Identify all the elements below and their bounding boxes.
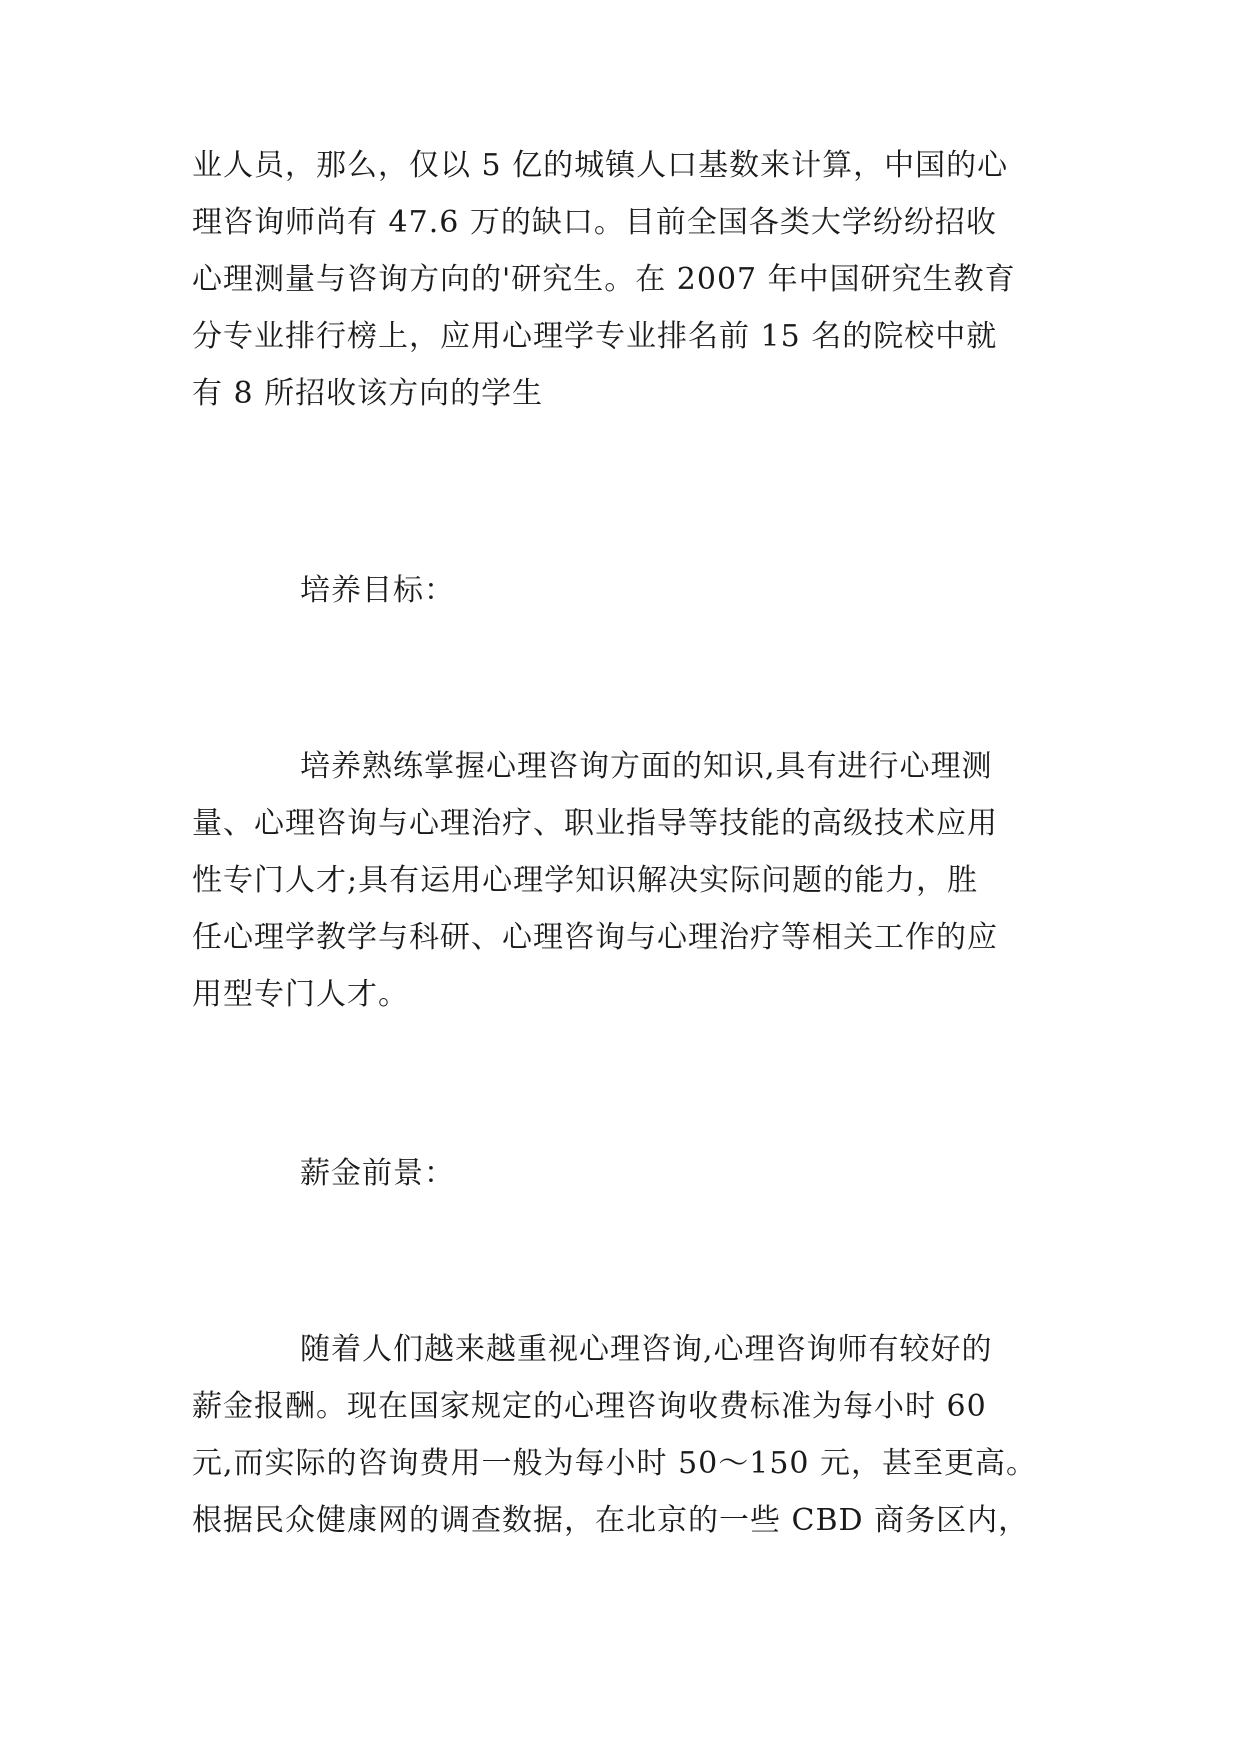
text-line: 培养熟练掌握心理咨询方面的知识,具有进行心理测 [300,749,993,784]
paragraph-salary-prospects [192,1321,1062,1549]
text-line: 业人员，那么，仅以 5 亿的城镇人口基数来计算，中国的心 [192,148,1009,183]
text-line: 随着人们越来越重视心理咨询,心理咨询师有较好的 [300,1332,993,1367]
text-line: 元,而实际的咨询费用一般为每小时 50～150 元，甚至更高。 [192,1446,1038,1481]
text-line: 理咨询师尚有 47.6 万的缺口。目前全国各类大学纷纷招收 [192,205,997,240]
text-line: 用型专门人才。 [192,977,409,1012]
paragraph-training-goals [192,738,1062,1023]
text-line: 有 8 所招收该方向的学生 [192,376,544,411]
section-heading-salary-prospects: 薪金前景： [300,1156,455,1191]
text-line: 薪金报酬。现在国家规定的心理咨询收费标准为每小时 60 [192,1389,987,1424]
text-line: 量、心理咨询与心理治疗、职业指导等技能的高级技术应用 [192,806,998,841]
paragraph-market-gap [192,137,1062,422]
section-heading-training-goals: 培养目标： [300,573,455,608]
text-line: 心理测量与咨询方向的'研究生。在 2007 年中国研究生教育 [192,262,1016,297]
text-line: 根据民众健康网的调查数据，在北京的一些 CBD 商务区内， [192,1503,1030,1538]
text-line: 分专业排行榜上，应用心理学专业排名前 15 名的院校中就 [192,319,998,354]
text-line: 任心理学教学与科研、心理咨询与心理治疗等相关工作的应 [192,920,998,955]
text-line: 性专门人才;具有运用心理学知识解决实际问题的能力，胜 [192,863,979,898]
